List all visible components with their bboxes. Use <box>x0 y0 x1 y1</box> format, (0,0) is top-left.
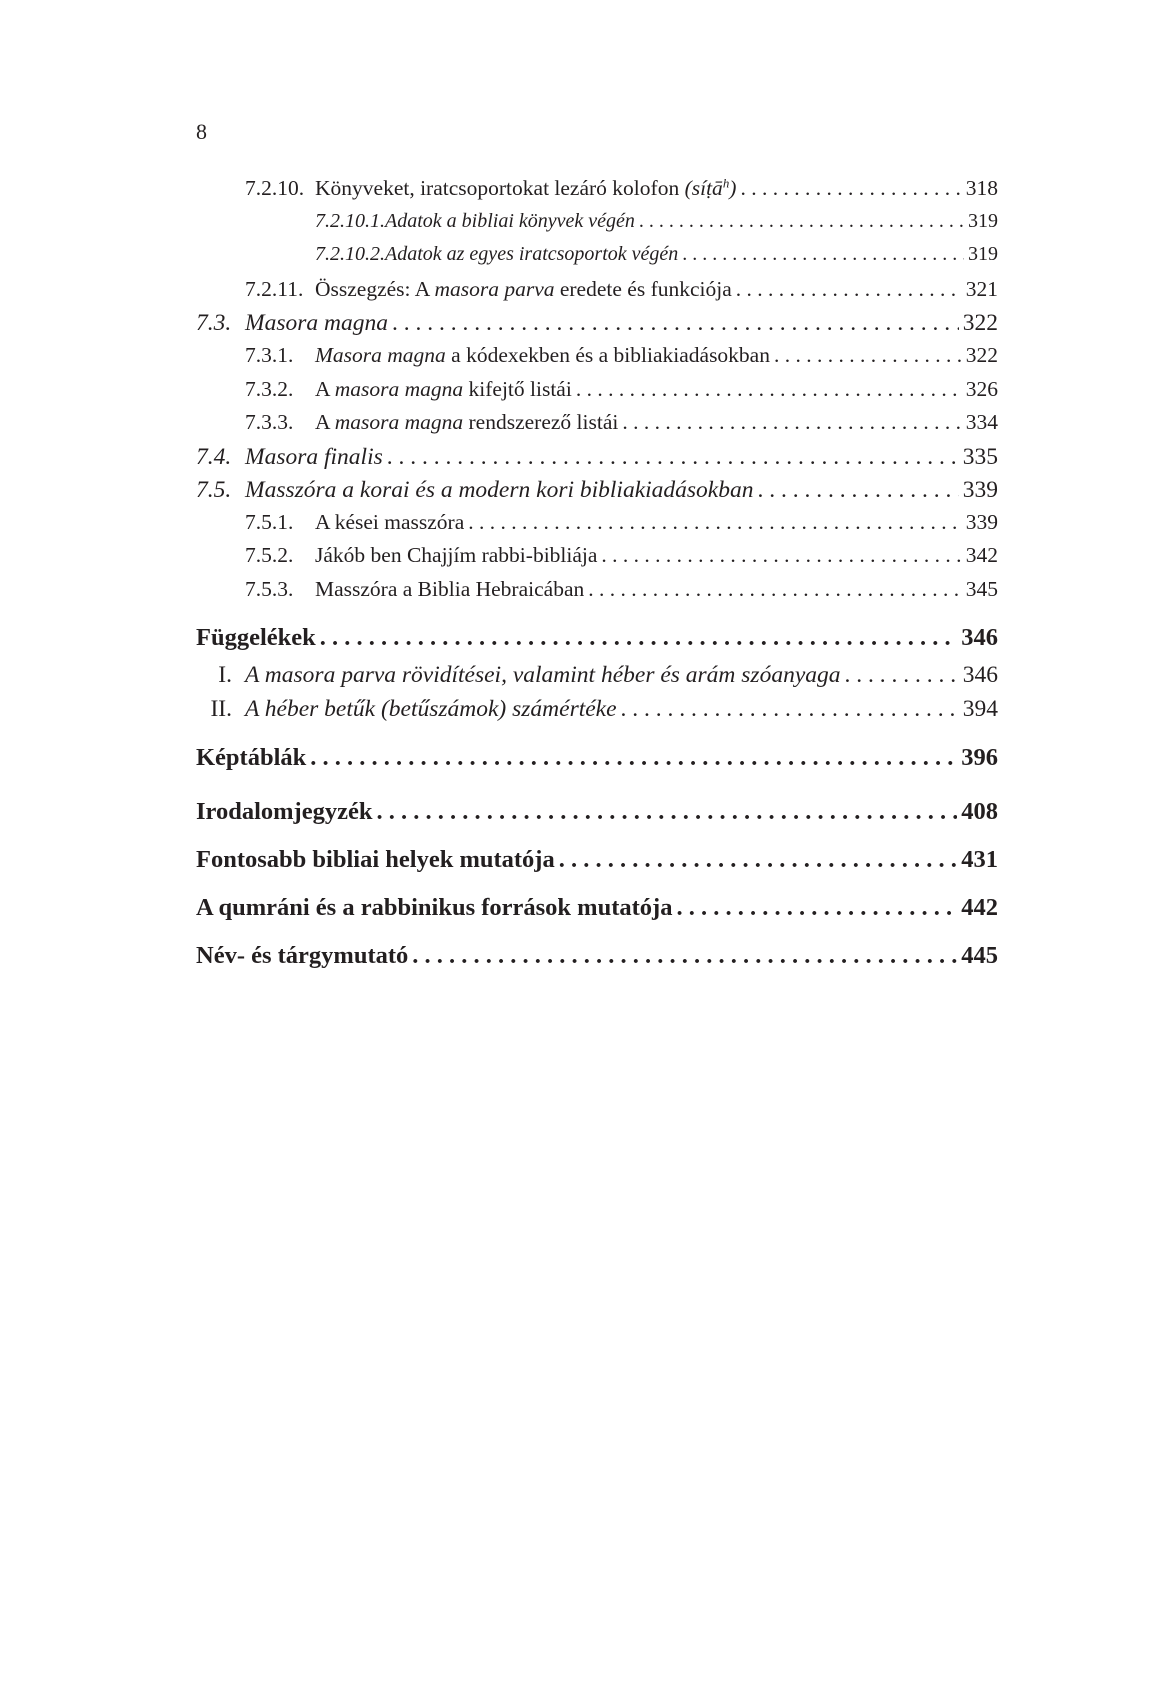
toc-entry[interactable] <box>196 744 998 782</box>
dot-leader <box>316 624 957 652</box>
toc-entry[interactable] <box>196 662 998 696</box>
toc-entry-title: Adatok a bibliai könyvek végén <box>385 209 635 232</box>
toc-entry-number: 7.3.3. <box>245 410 294 434</box>
toc-entry-title: Masora magna <box>245 310 388 336</box>
toc-entry-title: Képtáblák <box>196 744 307 771</box>
toc-entry-page: 318 <box>965 176 998 200</box>
toc-entry[interactable] <box>196 310 998 343</box>
dot-leader <box>408 942 957 970</box>
dot-leader <box>388 310 959 337</box>
toc-entry-title: A masora parva rövidítései, valamint héber és arám szóanyaga <box>245 662 841 688</box>
dot-leader <box>464 510 961 535</box>
toc-entry-page: 396 <box>961 744 998 771</box>
toc-entry-number: II. <box>210 696 232 722</box>
dot-leader <box>597 543 961 568</box>
toc-entry[interactable] <box>196 277 998 311</box>
toc-entry-title: Könyveket, iratcsoportokat lezáró kolofon (síṭā$^h$) <box>315 176 737 200</box>
table-of-contents <box>196 176 998 980</box>
toc-entry-title: A qumráni és a rabbinikus források mutatója <box>196 894 673 921</box>
toc-entry[interactable] <box>196 577 998 611</box>
toc-entry-page: 431 <box>961 846 998 873</box>
dot-leader <box>672 894 957 922</box>
dot-leader <box>572 377 962 402</box>
toc-entry-title: Masora finalis <box>245 443 383 470</box>
toc-entry-number: 7.2.10.1. <box>315 209 385 232</box>
toc-entry-title: A kései masszóra <box>315 509 465 534</box>
toc-entry-title: Összegzés: A masora parva eredete és funkciója <box>315 276 732 301</box>
toc-entry-page: 346 <box>961 624 998 651</box>
toc-entry[interactable] <box>196 210 998 244</box>
dot-leader <box>770 343 962 368</box>
toc-entry-number: 7.5.3. <box>245 576 294 601</box>
toc-entry-page: 342 <box>965 543 998 567</box>
toc-entry-number: 7.4. <box>196 443 232 470</box>
toc-entry[interactable] <box>196 510 998 544</box>
toc-entry-page: 319 <box>968 209 998 232</box>
dot-leader <box>635 210 964 233</box>
toc-entry-title: Adatok az egyes iratcsoportok végén <box>385 243 679 265</box>
toc-entry[interactable] <box>196 696 998 730</box>
dot-leader <box>754 477 959 504</box>
toc-entry-number: 7.3. <box>196 310 232 336</box>
toc-entry-title: Masszóra a korai és a modern kori bibliakiadásokban <box>245 476 754 503</box>
toc-entry-title: Fontosabb bibliai helyek mutatója <box>196 846 555 873</box>
toc-entry-title: Név- és tárgymutató <box>196 942 409 969</box>
toc-entry-number: 7.2.11. <box>245 276 304 301</box>
toc-entry[interactable] <box>196 176 998 210</box>
dot-leader <box>678 243 964 266</box>
toc-entry-page: 445 <box>961 942 998 969</box>
dot-leader <box>555 846 958 874</box>
toc-entry-page: 442 <box>961 894 998 921</box>
toc-entry[interactable] <box>196 894 998 932</box>
toc-entry-title: Függelékek <box>196 624 316 651</box>
toc-entry-title: A héber betűk (betűszámok) számértéke <box>245 696 617 722</box>
toc-entry-page: 322 <box>962 310 998 336</box>
toc-entry[interactable] <box>196 846 998 884</box>
toc-entry-number: 7.2.10.2. <box>315 243 385 265</box>
page-number: 8 <box>196 119 207 144</box>
dot-leader <box>372 798 957 826</box>
toc-entry-page: 319 <box>968 243 998 265</box>
toc-entry[interactable] <box>196 477 998 510</box>
toc-entry-page: 394 <box>962 696 998 722</box>
toc-entry-title: Masora magna a kódexekben és a bibliakiadásokban <box>315 343 770 367</box>
toc-entry-number: 7.2.10. <box>245 176 305 200</box>
toc-entry-number: 7.5.1. <box>245 509 294 534</box>
dot-leader <box>617 696 959 723</box>
toc-entry[interactable] <box>196 624 998 662</box>
toc-entry-number: I. <box>218 662 232 688</box>
toc-entry-page: 321 <box>965 276 998 301</box>
toc-entry[interactable] <box>196 444 998 477</box>
toc-entry-title: Irodalomjegyzék <box>196 798 373 825</box>
toc-entry-title: Jákób ben Chajjím rabbi-bibliája <box>315 543 598 567</box>
toc-entry-title: Masszóra a Biblia Hebraicában <box>315 576 585 601</box>
dot-leader <box>584 577 962 602</box>
dot-leader <box>383 444 959 471</box>
toc-entry[interactable] <box>196 798 998 836</box>
toc-entry-page: 322 <box>965 343 998 367</box>
toc-entry-number: 7.3.2. <box>245 376 294 401</box>
toc-entry-page: 335 <box>962 443 998 470</box>
toc-entry[interactable] <box>196 377 998 411</box>
toc-entry-page: 339 <box>962 476 998 503</box>
toc-entry[interactable] <box>196 343 998 377</box>
dot-leader <box>732 277 962 302</box>
dot-leader <box>841 662 959 689</box>
toc-entry-page: 326 <box>965 376 998 401</box>
dot-leader <box>306 744 957 772</box>
dot-leader <box>736 176 961 201</box>
toc-entry-page: 339 <box>965 509 998 534</box>
toc-entry-page: 408 <box>961 798 998 825</box>
toc-entry-title: A masora magna rendszerező listái <box>315 410 619 434</box>
toc-entry[interactable] <box>196 410 998 444</box>
toc-entry-number: 7.3.1. <box>245 343 294 367</box>
toc-entry-page: 334 <box>965 410 998 434</box>
toc-entry-number: 7.5. <box>196 476 232 503</box>
dot-leader <box>618 410 961 435</box>
toc-entry[interactable] <box>196 942 998 980</box>
toc-entry-title: A masora magna kifejtő listái <box>315 376 572 401</box>
toc-entry-number: 7.5.2. <box>245 543 294 567</box>
toc-entry-page: 345 <box>965 576 998 601</box>
toc-entry[interactable] <box>196 543 998 577</box>
toc-entry-page: 346 <box>962 662 998 688</box>
toc-entry[interactable] <box>196 243 998 277</box>
